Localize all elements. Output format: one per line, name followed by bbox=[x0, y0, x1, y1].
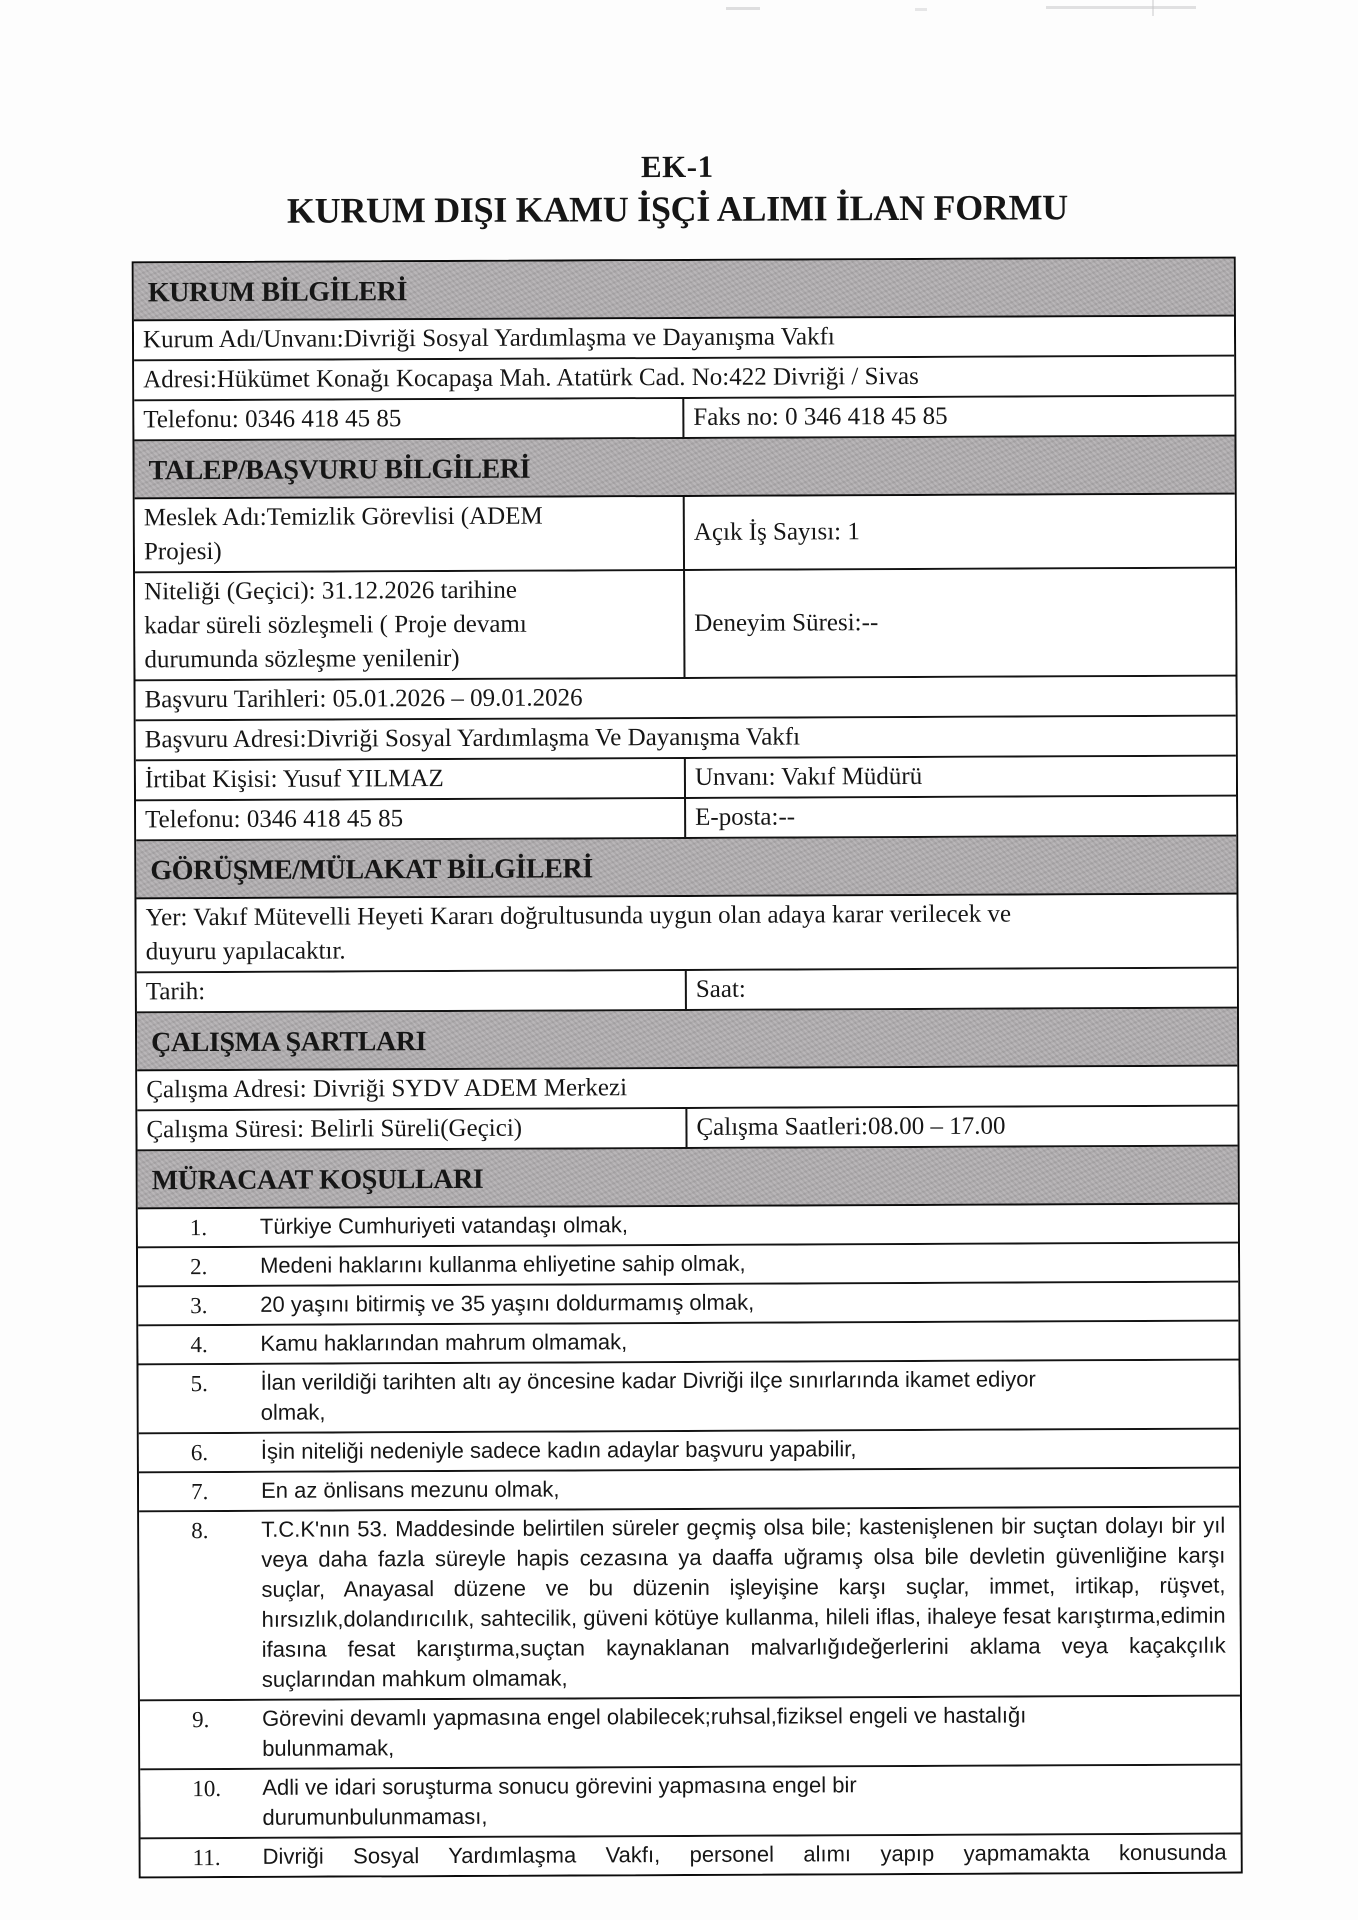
field-basvuru-adresi: Başvuru Adresi:Divriği Sosyal Yardımlaşma Ve Dayanışma Vakfı bbox=[144, 723, 801, 754]
item-text: Türkiye Cumhuriyeti vatandaşı olmak, bbox=[259, 1212, 628, 1240]
form-table bbox=[132, 257, 1243, 1879]
field-yer: Yer: Vakıf Mütevelli Heyeti Kararı doğrultusunda uygun olan adaya karar verilecek ve duyuru yapılacaktır. bbox=[145, 900, 1012, 966]
field-calisma-saatleri: Çalışma Saatleri:08.00 – 17.00 bbox=[696, 1112, 1006, 1142]
item-text: Divriği Sosyal Yardımlaşma Vakfı, personel alımı yapıp yapmamakta konusunda bbox=[262, 1839, 1227, 1870]
item-number: 2. bbox=[190, 1254, 208, 1280]
table-row bbox=[137, 969, 1237, 1014]
field-irtibat-kisisi: İrtibat Kişisi: Yusuf YILMAZ bbox=[136, 759, 686, 799]
page-title: KURUM DIŞI KAMU İŞÇİ ALIMI İLAN FORMU bbox=[286, 187, 1069, 231]
field-tarih: Tarih: bbox=[137, 971, 687, 1011]
field-calisma-adresi: Çalışma Adresi: Divriği SYDV ADEM Merkezi bbox=[146, 1074, 628, 1104]
table-row bbox=[136, 797, 1236, 842]
item-number: 1. bbox=[189, 1215, 208, 1241]
item-number: 4. bbox=[190, 1332, 208, 1358]
field-eposta: E-posta:-- bbox=[695, 803, 796, 832]
item-number: 6. bbox=[190, 1440, 209, 1466]
list-item bbox=[140, 1697, 1240, 1771]
item-text: En az önlisans mezunu olmak, bbox=[260, 1476, 560, 1504]
item-text: Kamu haklarından mahrum olmamak, bbox=[260, 1329, 628, 1357]
item-text: 20 yaşını bitirmiş ve 35 yaşını doldurmamış olmak, bbox=[260, 1290, 755, 1318]
table-row bbox=[134, 357, 1234, 402]
field-basvuru-tarihleri: Başvuru Tarihleri: 05.01.2026 – 09.01.2026 bbox=[144, 684, 583, 714]
field-niteligi: Niteliği (Geçici): 31.12.2026 tarihine kadar süreli sözleşmeli ( Proje devamı durumunda sözleşme yenilenir) bbox=[135, 571, 685, 679]
field-acik-is-sayisi: Açık İş Sayısı: 1 bbox=[693, 518, 860, 547]
list-item bbox=[138, 1322, 1238, 1366]
field-unvani: Unvanı: Vakıf Müdürü bbox=[694, 763, 923, 792]
table-row bbox=[136, 757, 1236, 802]
field-adresi: Adresi:Hükümet Konağı Kocapaşa Mah. Atatürk Cad. No:422 Divriği / Sivas bbox=[143, 363, 919, 394]
item-text: Medeni haklarını kullanma ehliyetine sahip olmak, bbox=[260, 1251, 746, 1279]
item-text: İşin niteliği nedeniyle sadece kadın adaylar başvuru yapabilir, bbox=[260, 1436, 857, 1465]
item-number: 9. bbox=[191, 1707, 210, 1733]
field-deneyim-suresi: Deneyim Süresi:-- bbox=[694, 609, 879, 638]
table-row bbox=[134, 317, 1234, 362]
item-number: 5. bbox=[190, 1371, 208, 1397]
table-row bbox=[136, 895, 1236, 974]
table-row bbox=[136, 677, 1236, 722]
list-item bbox=[139, 1430, 1239, 1474]
item-text: T.C.K'nın 53. Maddesinde belirtilen süreler geçmiş olsa bile; kastenişlenen bir suçtan dolayı bir yıl veya daha fazla süreyle hapis cezasına ya daaffa uğramış olsa bile devletin güvenliğine karşı suçlar, Anayasal düzene ve bu düzenin işleyişine karşı suçlar, immet, irtikap, rüşvet, hırsızlık,dolandırıcılık, sahtecilik, güveni kötüye kullanma, hileli iflas, ihaleye fesat karıştırma,edimin ifasına fesat karıştırma,suçtan kaynaklanan malvarlığıdeğerlerini aklama veya kaçakçılık suçlarından mahkum olmamak, bbox=[261, 1513, 1226, 1693]
title-block bbox=[0, 145, 1357, 234]
table-row bbox=[137, 1107, 1237, 1152]
item-text: Görevini devamlı yapmasına engel olabilecek;ruhsal,fiziksel engeli ve hastalığı bulunmamak, bbox=[261, 1702, 1027, 1762]
attachment-label: EK-1 bbox=[640, 148, 714, 185]
field-faks: Faks no: 0 346 418 45 85 bbox=[693, 403, 948, 432]
list-item bbox=[138, 1361, 1238, 1435]
field-kurum-adi: Kurum Adı/Unvanı:Divriği Sosyal Yardımlaşma ve Dayanışma Vakfı bbox=[142, 323, 835, 354]
list-item bbox=[139, 1469, 1239, 1513]
field-telefonu-2: Telefonu: 0346 418 45 85 bbox=[136, 799, 686, 839]
list-item bbox=[141, 1835, 1241, 1877]
list-item bbox=[138, 1244, 1238, 1288]
list-item bbox=[138, 1205, 1238, 1249]
section-header-talep-basvuru: TALEP/BAŞVURU BİLGİLERİ bbox=[134, 437, 1234, 500]
field-meslek-adi: Meslek Adı:Temizlik Görevlisi (ADEM Projesi) bbox=[135, 497, 685, 571]
list-item bbox=[140, 1766, 1240, 1840]
item-number: 8. bbox=[191, 1518, 209, 1544]
item-number: 11. bbox=[192, 1845, 221, 1871]
table-row bbox=[134, 397, 1234, 442]
table-row bbox=[135, 569, 1235, 682]
list-item bbox=[139, 1508, 1240, 1702]
section-header-calisma-sartlari: ÇALIŞMA ŞARTLARI bbox=[137, 1009, 1237, 1072]
item-text: İlan verildiği tarihten altı ay öncesine kadar Divriği ilçe sınırlarında ikamet ediyor olmak, bbox=[260, 1366, 1036, 1426]
item-number: 7. bbox=[190, 1479, 209, 1505]
item-number: 3. bbox=[190, 1293, 208, 1319]
field-telefonu: Telefonu: 0346 418 45 85 bbox=[134, 399, 684, 439]
section-header-gorusme-mulakat: GÖRÜŞME/MÜLAKAT BİLGİLERİ bbox=[136, 837, 1236, 900]
section-header-kurum-bilgileri: KURUM BİLGİLERİ bbox=[134, 259, 1234, 322]
section-header-muracaat-kosullari: MÜRACAAT KOŞULLARI bbox=[138, 1147, 1238, 1210]
field-saat: Saat: bbox=[695, 976, 746, 1004]
list-item bbox=[138, 1283, 1238, 1327]
table-row bbox=[136, 717, 1236, 762]
item-text: Adli ve idari soruşturma sonucu görevini yapmasına engel bir durumunbulunmaması, bbox=[262, 1772, 857, 1831]
table-row bbox=[137, 1067, 1237, 1112]
table-row bbox=[135, 495, 1235, 574]
item-number: 10. bbox=[192, 1776, 222, 1802]
field-calisma-suresi: Çalışma Süresi: Belirli Süreli(Geçici) bbox=[137, 1109, 687, 1149]
